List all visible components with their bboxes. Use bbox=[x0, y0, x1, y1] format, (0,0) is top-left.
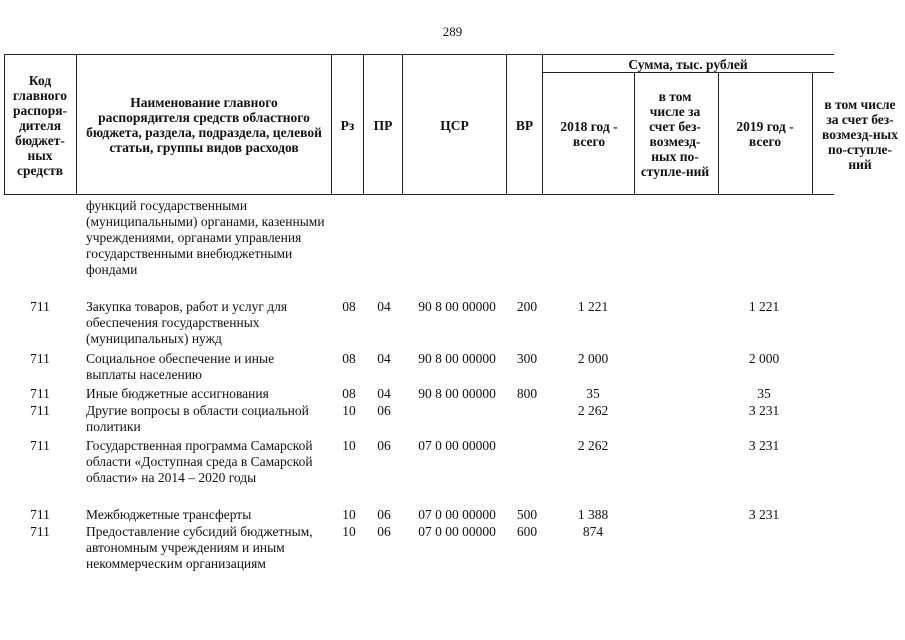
cell-pr: 04 bbox=[377, 299, 391, 314]
header-csr: ЦСР bbox=[440, 117, 469, 133]
col-divider bbox=[812, 72, 813, 195]
cell-2018-total: 2 262 bbox=[577, 403, 609, 418]
page-number: 289 bbox=[442, 24, 463, 39]
cell-name: Предоставление субсидий бюджетным, автономным учреждениям и иным некоммерческим организациям bbox=[86, 524, 313, 571]
cell-name: Другие вопросы в области социальной политики bbox=[86, 403, 309, 434]
cell-pr: 04 bbox=[377, 351, 391, 366]
header-pr: ПР bbox=[373, 117, 393, 133]
cell-2019-total: 35 bbox=[757, 386, 771, 401]
cell-2018-total: 1 388 bbox=[577, 507, 609, 522]
cell-csr: 90 8 00 00000 bbox=[418, 386, 496, 401]
cell-code: 711 bbox=[30, 403, 50, 418]
header-2019-total: 2019 год - всего bbox=[736, 119, 794, 149]
cell-rz: 08 bbox=[342, 351, 356, 366]
col-divider bbox=[634, 72, 635, 195]
cell-vr: 800 bbox=[516, 386, 538, 401]
cell-2018-total: 1 221 bbox=[577, 299, 609, 314]
cell-rz: 10 bbox=[342, 507, 356, 522]
cell-2019-total: 1 221 bbox=[748, 299, 780, 314]
cell-name: Государственная программа Самарской области «Доступная среда в Самарской области» на 2014 – 2020 годы bbox=[86, 438, 313, 485]
cell-vr: 300 bbox=[516, 351, 538, 366]
cell-pr: 06 bbox=[377, 524, 391, 539]
cell-rz: 10 bbox=[342, 524, 356, 539]
cell-code: 711 bbox=[30, 299, 50, 314]
header-2018-total: 2018 год - всего bbox=[560, 119, 618, 149]
header-rz: Рз bbox=[340, 117, 355, 133]
cell-name: Межбюджетные трансферты bbox=[86, 507, 252, 522]
cell-csr: 90 8 00 00000 bbox=[418, 299, 496, 314]
cell-2018-total: 2 000 bbox=[577, 351, 609, 366]
cell-vr: 600 bbox=[516, 524, 538, 539]
cell-rz: 08 bbox=[342, 386, 356, 401]
cell-csr: 07 0 00 00000 bbox=[418, 524, 496, 539]
header-2019-incl: в том числе за счет без-возмезд-ных по-ступле-ний bbox=[822, 96, 898, 172]
cell-2019-total: 3 231 bbox=[748, 403, 780, 418]
cell-vr: 500 bbox=[516, 507, 538, 522]
cell-2019-total: 3 231 bbox=[748, 438, 780, 453]
cell-code: 711 bbox=[30, 438, 50, 453]
cell-rz: 10 bbox=[342, 403, 356, 418]
cell-code: 711 bbox=[30, 351, 50, 366]
header-code: Код главного распоря-дителя бюджет-ных средств bbox=[12, 72, 68, 178]
col-divider bbox=[76, 54, 77, 195]
cell-name: функций государственными (муниципальными) органами, казенными учреждениями, органами управления государственными внебюджетными фондами bbox=[86, 198, 325, 277]
col-divider bbox=[718, 72, 719, 195]
cell-2019-total: 3 231 bbox=[748, 507, 780, 522]
header-top-border bbox=[4, 54, 834, 55]
cell-pr: 04 bbox=[377, 386, 391, 401]
cell-pr: 06 bbox=[377, 507, 391, 522]
sum-subheader-border bbox=[542, 72, 834, 73]
cell-2018-total: 874 bbox=[582, 524, 604, 539]
cell-code: 711 bbox=[30, 386, 50, 401]
cell-csr: 90 8 00 00000 bbox=[418, 351, 496, 366]
cell-csr: 07 0 00 00000 bbox=[418, 438, 496, 453]
cell-code: 711 bbox=[30, 507, 50, 522]
cell-code: 711 bbox=[30, 524, 50, 539]
cell-pr: 06 bbox=[377, 403, 391, 418]
header-sum: Сумма, тыс. рублей bbox=[628, 56, 748, 72]
header-bottom-border bbox=[4, 194, 834, 195]
cell-2018-total: 2 262 bbox=[577, 438, 609, 453]
cell-name: Иные бюджетные ассигнования bbox=[86, 386, 269, 401]
cell-name: Социальное обеспечение и иные выплаты населению bbox=[86, 351, 275, 382]
cell-pr: 06 bbox=[377, 438, 391, 453]
cell-2018-total: 35 bbox=[586, 386, 600, 401]
cell-vr: 200 bbox=[516, 299, 538, 314]
cell-rz: 10 bbox=[342, 438, 356, 453]
cell-name: Закупка товаров, работ и услуг для обеспечения государственных (муниципальных) нужд bbox=[86, 299, 288, 346]
cell-2019-total: 2 000 bbox=[748, 351, 780, 366]
col-divider bbox=[542, 54, 543, 195]
header-2018-incl: в том числе за счет без-возмезд-ных по-ступле-ний bbox=[640, 89, 710, 179]
cell-csr: 07 0 00 00000 bbox=[418, 507, 496, 522]
header-name: Наименование главного распорядителя средств областного бюджета, раздела, подраздела, целевой статьи, группы видов расходов bbox=[86, 95, 322, 155]
col-divider bbox=[4, 54, 5, 195]
header-vr: ВР bbox=[515, 117, 534, 133]
cell-rz: 08 bbox=[342, 299, 356, 314]
